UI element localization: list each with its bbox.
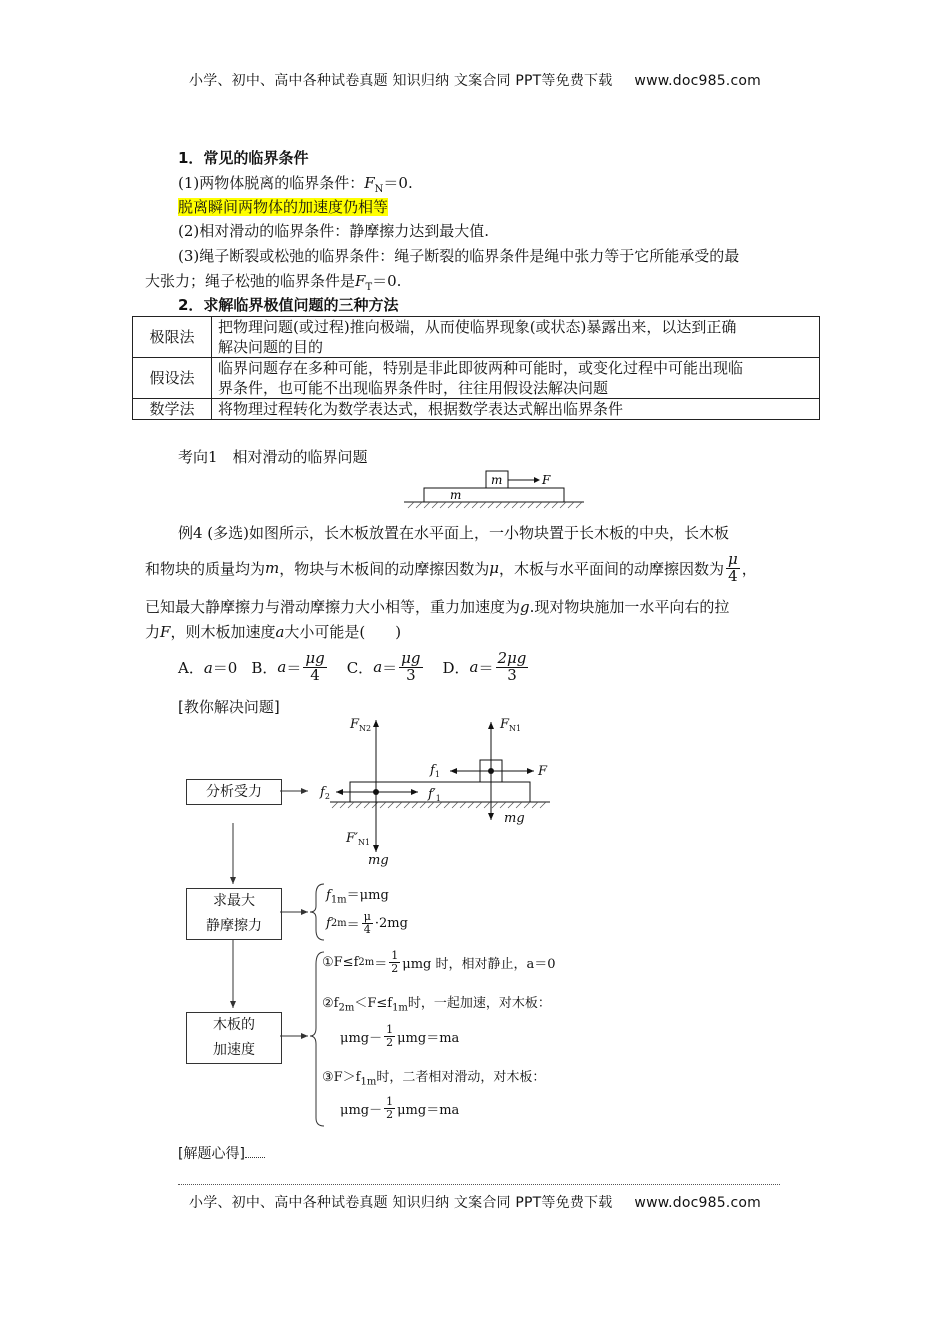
example-line3 [145, 596, 729, 617]
table-row [133, 358, 820, 399]
method-desc-line: 临界问题存在多种可能，特别是非此即彼两种可能时，或变化过程中可能出现临 [218, 359, 744, 377]
method-name: 假设法 [133, 358, 212, 399]
formula-text: ＝ [346, 917, 360, 933]
case-text: ②f [322, 996, 339, 1011]
option-var: a [373, 658, 383, 676]
direction-heading: 考向1 相对滑动的临界问题 [178, 448, 368, 466]
case-text: μmg＝ma [397, 1102, 460, 1118]
teach-label: [教你解决问题] [178, 698, 280, 716]
method-name: 极限法 [133, 317, 212, 358]
footer-text: 小学、初中、高中各种试卷真题 知识归纳 文案合同 PPT等免费下载 [189, 1195, 613, 1211]
brace-acceleration [310, 952, 324, 1126]
example-text: 力 [145, 623, 161, 641]
case-2 [322, 992, 551, 1014]
f2m-formula [326, 911, 408, 935]
case-text: ③F＞f [322, 1070, 361, 1085]
case-text: ①F≤f [322, 954, 359, 970]
example-var-mu: μ [489, 559, 500, 577]
F-label: F [538, 764, 548, 779]
method-desc-line: 界条件，也可能不出现临界条件时，往往用假设法解决问题 [218, 379, 609, 397]
ground-hatch [408, 502, 582, 508]
condition-2: (2)相对滑动的临界条件：静摩擦力达到最大值. [178, 222, 490, 240]
f1p-label: $f'_1$ [428, 787, 441, 803]
example-line2 [145, 546, 757, 590]
condition-1-text: (1)两物体脱离的临界条件： [178, 174, 365, 192]
analyze-force-box: 分析受力 [186, 779, 282, 805]
formula-text: ＝μmg [346, 888, 389, 903]
example-line1: 例4 (多选)如图所示，长木板放置在水平面上，一小物块置于长木板的中央，长木板 [178, 524, 730, 542]
example-line4 [145, 621, 401, 642]
board-label: m [450, 488, 462, 502]
example-var-F: F [160, 623, 171, 641]
condition-3-sub: T [365, 282, 373, 293]
option-var: a [277, 658, 287, 676]
table-row [133, 317, 820, 358]
condition-1 [178, 172, 413, 195]
insight-text: [解题心得] [178, 1146, 245, 1162]
highlight-text: 脱离瞬间两物体的加速度仍相等 [178, 198, 389, 216]
page-footer [0, 1192, 950, 1212]
fraction-denominator: 4 [310, 665, 320, 684]
case-3-equation [340, 1096, 459, 1120]
case-text: μmg－ [340, 1030, 383, 1046]
case-text: ＜F≤f [354, 996, 393, 1011]
fraction-numerator: 1 [391, 949, 399, 962]
option-fraction [303, 648, 326, 684]
header-url[interactable]: www.doc985.com [634, 73, 761, 89]
option-eq: ＝ [382, 658, 398, 677]
case-fraction [384, 1096, 395, 1120]
example-text: 大小可能是( ) [284, 623, 402, 641]
mg-board-label: mg [368, 853, 389, 868]
option-value: ＝0 [212, 658, 238, 677]
example-text: ，物块与木板间的动摩擦因数为 [279, 559, 490, 578]
example-text: .现对物块施加一水平向右的拉 [529, 598, 730, 616]
box-line: 木板的 [213, 1017, 255, 1033]
option-d[interactable] [442, 648, 531, 684]
condition-1-var: F [364, 174, 375, 192]
f1m-formula [326, 884, 389, 906]
box-line: 加速度 [213, 1042, 255, 1058]
fn2-label: $F_{N2}$ [350, 717, 372, 733]
case-text: 时，二者相对滑动，对木板： [376, 1070, 546, 1085]
formula-var: f [326, 915, 331, 931]
section1-title: 1．常见的临界条件 [178, 149, 309, 167]
case-fraction [389, 950, 400, 974]
mu-over-4-fraction [726, 549, 740, 585]
fraction-numerator: 1 [386, 1023, 394, 1036]
block-label: m [491, 473, 503, 487]
example-text: ，木板与水平面间的动摩擦因数为 [499, 559, 725, 578]
header-text: 小学、初中、高中各种试卷真题 知识归纳 文案合同 PPT等免费下载 [189, 73, 613, 89]
case-text: μmg 时，相对静止，a＝0 [402, 956, 556, 972]
fraction-denominator: 3 [406, 665, 416, 684]
option-label: A． [178, 658, 204, 677]
example-var-a: a [275, 623, 285, 641]
example-var-g: g [520, 598, 530, 616]
box-line: 求最大 [213, 893, 255, 909]
fraction-denominator: 2 [386, 1107, 394, 1121]
case-sub: 1m [392, 1002, 408, 1014]
mg-block-label: mg [504, 811, 525, 826]
table-row [133, 399, 820, 420]
case-1 [322, 950, 556, 974]
condition-3-suffix: ＝0. [372, 272, 402, 290]
fraction-numerator: μg [305, 648, 325, 667]
fraction-denominator: 2 [386, 1035, 394, 1049]
option-eq: ＝ [478, 658, 494, 677]
force-arrowhead [534, 477, 540, 483]
fraction-denominator: 3 [507, 665, 517, 684]
insight-blank[interactable] [245, 1157, 265, 1158]
fn1p-label: $F'_{N1}$ [346, 831, 371, 847]
method-desc [212, 399, 820, 420]
formula-text: ·2mg [374, 915, 408, 931]
fraction-numerator: 1 [386, 1095, 394, 1108]
method-desc [212, 317, 820, 358]
option-label: D． [442, 658, 470, 677]
case-text: ＝ [374, 956, 388, 972]
case-text: μmg－ [340, 1102, 383, 1118]
option-var: a [469, 658, 479, 676]
option-eq: ＝ [286, 658, 302, 677]
condition-3-line1: (3)绳子断裂或松弛的临界条件：绳子断裂的临界条件是绳中张力等于它所能承受的最 [178, 247, 740, 265]
fraction-numerator: μ [728, 549, 738, 568]
footer-url[interactable]: www.doc985.com [634, 1195, 761, 1211]
board-rect [424, 488, 564, 502]
condition-3-text: 大张力；绳子松弛的临界条件是 [145, 272, 356, 290]
formula-sub: 2m [330, 917, 347, 929]
case-3 [322, 1066, 545, 1088]
condition-1-sub: N [374, 184, 384, 195]
method-desc-line: 解决问题的目的 [218, 338, 324, 356]
example-text: 和物块的质量均为 [145, 559, 266, 578]
example-text: ， [741, 559, 757, 578]
formula-fraction [362, 911, 373, 935]
page-header [0, 70, 950, 90]
option-a[interactable] [178, 657, 237, 678]
case-text: 时，一起加速，对木板： [407, 996, 551, 1011]
highlight-note [178, 196, 388, 217]
case-fraction [384, 1024, 395, 1048]
case-sub: 1m [360, 1076, 377, 1088]
option-b[interactable] [251, 648, 328, 684]
force-diagram [310, 712, 570, 872]
flow-connectors [180, 780, 330, 1130]
example-text: ，则木板加速度 [170, 623, 276, 641]
fraction-numerator: 2μg [497, 648, 527, 667]
example-var-m: m [265, 559, 280, 577]
condition-1-suffix: ＝0. [383, 174, 413, 192]
option-label: B． [251, 658, 278, 677]
option-c[interactable] [346, 648, 425, 684]
condition-3-var: F [355, 272, 366, 290]
method-name: 数学法 [133, 399, 212, 420]
f1-label: $f_1$ [430, 763, 440, 779]
f2-label: $f_2$ [320, 785, 330, 801]
fn1-label: $F_{N1}$ [500, 717, 522, 733]
board-block-figure [400, 466, 590, 510]
formula-sub: 1m [330, 894, 347, 906]
formula-var: f [326, 888, 331, 903]
option-fraction [496, 648, 529, 684]
option-var: a [203, 658, 213, 677]
box-line: 静摩擦力 [206, 918, 262, 934]
methods-table [132, 316, 820, 420]
answer-options [178, 644, 530, 690]
option-fraction [399, 648, 422, 684]
fraction-numerator: μ [363, 910, 371, 923]
fraction-denominator: 2 [391, 961, 399, 975]
method-desc-line: 把物理问题(或过程)推向极端，从而使临界现象(或状态)暴露出来，以达到正确 [218, 318, 737, 336]
brace-max-friction [310, 884, 324, 940]
case-sub: 2m [338, 1002, 355, 1014]
condition-3-line2 [145, 270, 401, 293]
insight-label [178, 1143, 265, 1163]
case-text: μmg＝ma [397, 1030, 460, 1046]
force-label: F [542, 473, 551, 487]
case-2-equation [340, 1024, 459, 1048]
fraction-numerator: μg [401, 648, 421, 667]
footer-divider [178, 1184, 780, 1185]
option-label: C． [346, 658, 374, 677]
method-desc [212, 358, 820, 399]
example-text: 已知最大静摩擦力与滑动摩擦力大小相等，重力加速度为 [145, 598, 521, 616]
fraction-denominator: 4 [728, 566, 738, 585]
method-desc-line: 将物理过程转化为数学表达式，根据数学表达式解出临界条件 [218, 400, 624, 418]
section2-title: 2．求解临界极值问题的三种方法 [178, 296, 399, 314]
fraction-denominator: 4 [363, 922, 371, 936]
case-sub: 2m [358, 956, 375, 968]
